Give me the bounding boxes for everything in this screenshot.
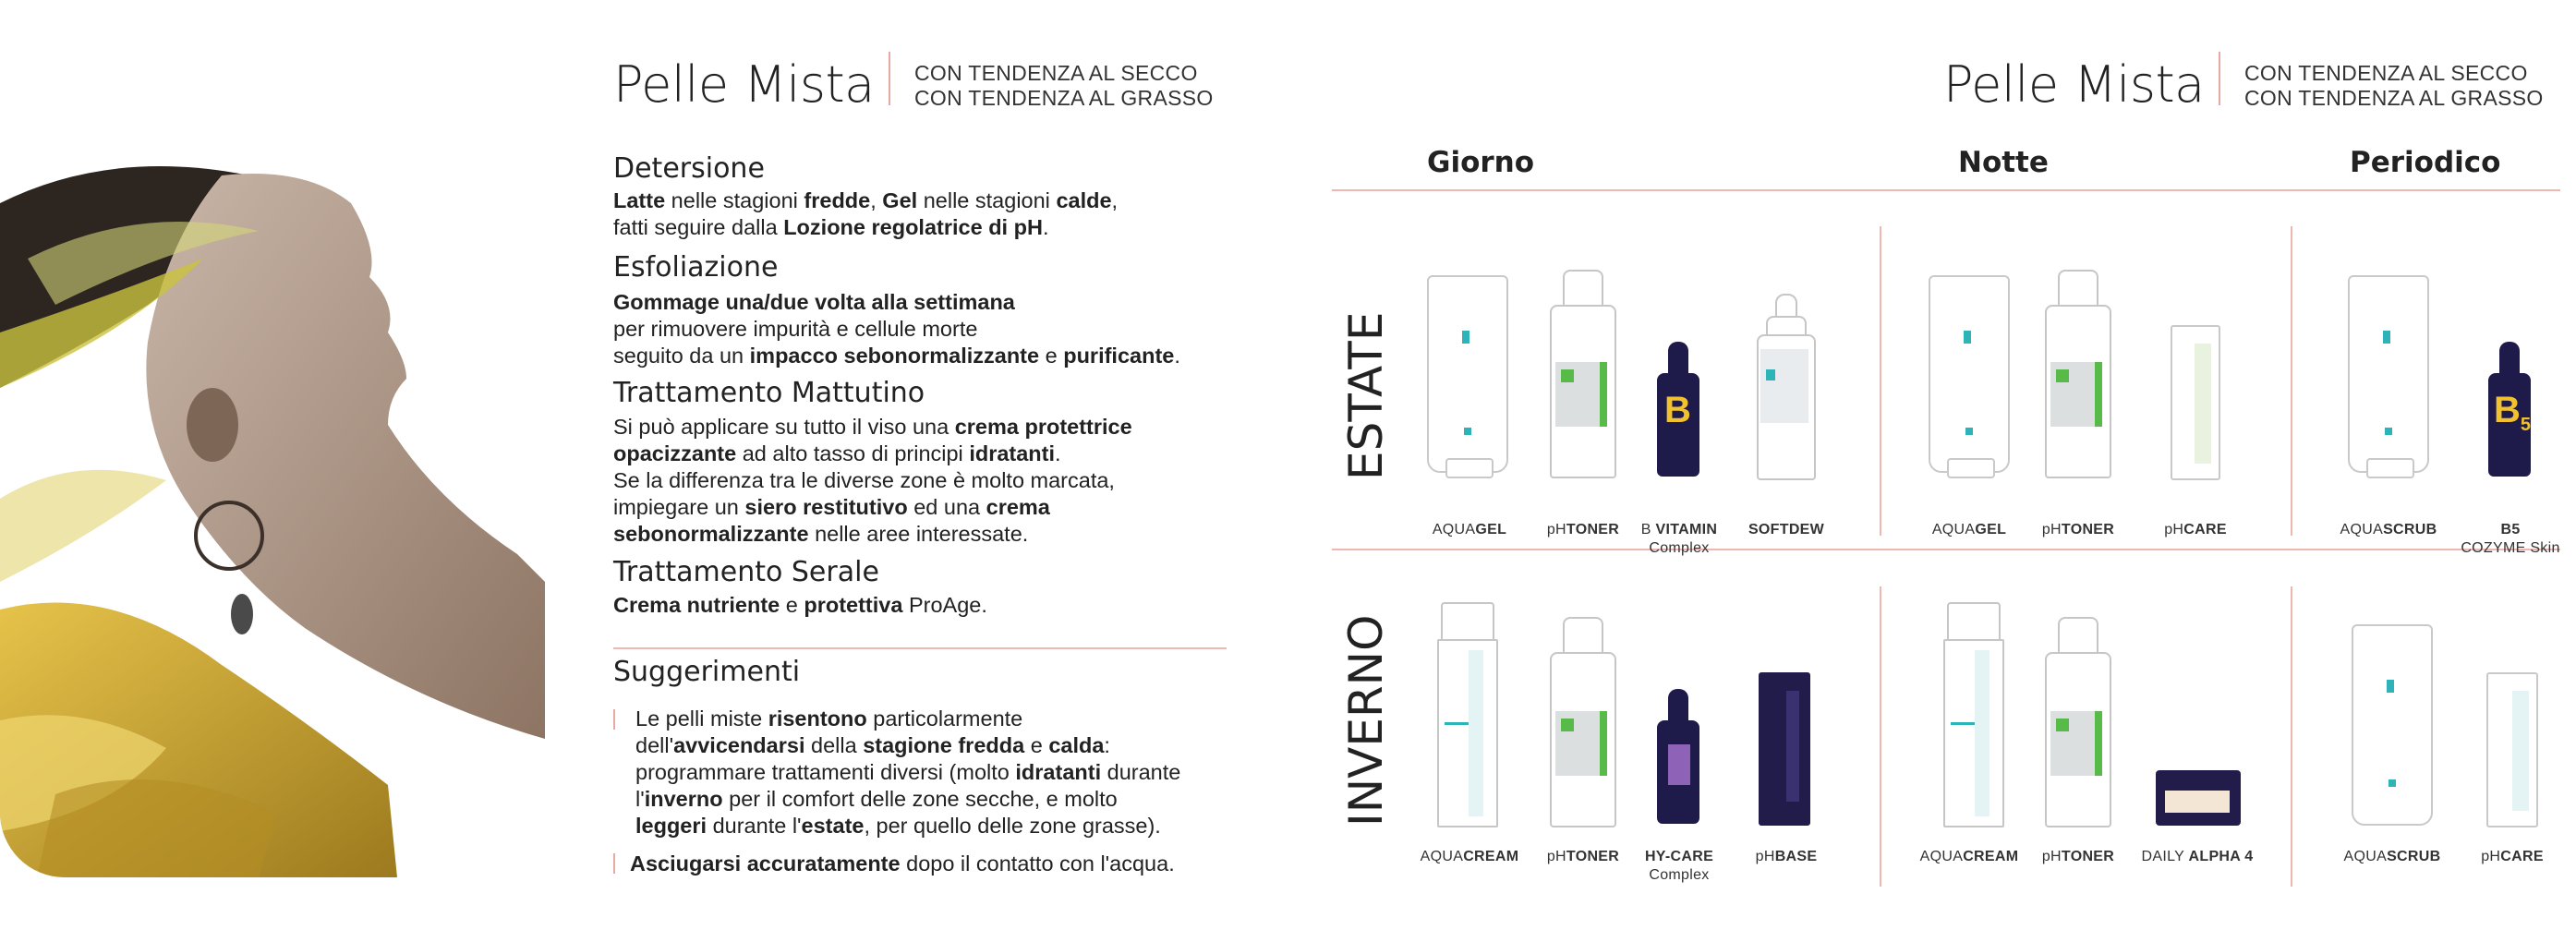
page-title-right: Pelle Mista: [1943, 55, 2205, 114]
text-serale: Crema nutriente e protettiva ProAge.: [613, 593, 987, 617]
product-label: SOFTDEW: [1748, 522, 1825, 537]
column-separator: [2291, 586, 2292, 887]
product-b-vitamin: [1655, 342, 1703, 480]
product-label: pHTONER: [2041, 522, 2115, 537]
product-aquascrub: [2352, 624, 2433, 826]
product-label: DAILY ALPHA 4: [2141, 849, 2254, 864]
column-separator: [1880, 586, 1881, 887]
product-label: HY-CARE Complex: [1644, 849, 1714, 883]
product-label: AQUACREAM: [1919, 849, 2019, 864]
section-divider: [613, 647, 1227, 649]
heading-suggerimenti: Suggerimenti: [613, 656, 801, 688]
product-label: AQUACREAM: [1420, 849, 1519, 864]
product-hy-care: [1655, 689, 1703, 827]
product-label: AQUAGEL: [1931, 522, 2007, 537]
text-detersione: Latte nelle stagioni fredde, Gel nelle stagioni calde, fatti seguire dalla Lozione regolatrice di pH.: [613, 188, 1119, 239]
product-label: pHTONER: [1546, 522, 1620, 537]
product-phtoner: [2045, 270, 2111, 477]
b5-sub: 5: [2520, 415, 2532, 435]
heading-serale: Trattamento Serale: [613, 556, 879, 588]
column-separator: [2291, 226, 2292, 536]
product-aquacream: [1437, 602, 1498, 827]
season-rule: [1332, 549, 2560, 550]
subtitle-line-1: CON TENDENZA AL SECCO: [2244, 61, 2528, 85]
product-aquascrub: [2348, 275, 2429, 477]
heading-esfoliazione: Esfoliazione: [613, 251, 779, 284]
column-giorno: Giorno: [1427, 146, 1535, 179]
text-esfoliazione: Gommage una/due volta alla settimana per rimuovere impurità e cellule morte seguito da un impacco sebonormalizzante e purificante.: [613, 290, 1180, 368]
subtitle-right: [2244, 61, 2544, 111]
subtitle-line-2: CON TENDENZA AL GRASSO: [914, 86, 1214, 110]
text-suggerimenti: Le pelli miste risentono particolarmente dell'avvicendarsi della stagione fredda e calda: programmare trattamenti diversi (molto idratanti durante l'inverno per il comfort delle zone secche, e molto leggeri durante l'estate, per quello delle zone grasse). Asciugarsi accuratamente dopo il contatto con l'acqua.: [613, 706, 1241, 890]
subtitle-line-2: CON TENDENZA AL GRASSO: [2244, 86, 2544, 110]
product-phcare: [2486, 672, 2538, 827]
product-label: B VITAMIN Complex: [1640, 522, 1718, 556]
column-separator: [1880, 226, 1881, 536]
portrait-photo: [0, 148, 545, 877]
header-rule: [1332, 189, 2560, 191]
product-aquagel: [1427, 275, 1508, 477]
product-softdew: [1757, 294, 1816, 480]
season-inverno: INVERNO: [1339, 614, 1393, 827]
heading-mattutino: Trattamento Mattutino: [613, 377, 925, 409]
page-title-left: Pelle Mista: [613, 55, 875, 114]
product-label: pHCARE: [2164, 522, 2227, 537]
product-label: pHTONER: [2041, 849, 2115, 864]
text-mattutino: Si può applicare su tutto il viso una crema protettrice opacizzante ad alto tasso di principi idratanti. Se la differenza tra le diverse zone è molto marcata, impiegare un siero restitutivo ed una crema sebonormalizzante nelle aree interessate.: [613, 415, 1132, 546]
product-phtoner: [1550, 270, 1616, 477]
b5-letter: B: [2494, 390, 2521, 430]
product-label: B5 COZYME Skin: [2461, 522, 2560, 556]
product-daily-alpha-4: [2156, 770, 2243, 827]
column-notte: Notte: [1958, 146, 2049, 179]
b-letter: B: [1664, 390, 1691, 430]
product-aquagel: [1929, 275, 2010, 477]
product-b5-cozyme: [2486, 342, 2534, 480]
product-label: pHBASE: [1755, 849, 1818, 864]
title-divider: [889, 52, 890, 105]
subtitle-line-1: CON TENDENZA AL SECCO: [914, 61, 1198, 85]
column-periodico: Periodico: [2350, 146, 2501, 179]
season-estate: ESTATE: [1339, 311, 1393, 480]
product-aquacream: [1943, 602, 2004, 827]
product-label: AQUASCRUB: [2340, 522, 2437, 537]
subtitle-left: [914, 61, 1214, 111]
product-label: AQUAGEL: [1432, 522, 1507, 537]
product-label: AQUASCRUB: [2343, 849, 2441, 864]
product-phtoner: [1550, 617, 1616, 827]
product-phbase: [1759, 672, 1812, 827]
heading-detersione: Detersione: [613, 152, 765, 185]
title-divider: [2219, 52, 2220, 105]
bullet-bar: [613, 709, 615, 730]
product-label: pHTONER: [1546, 849, 1620, 864]
product-label: pHCARE: [2481, 849, 2544, 864]
bullet-bar: [613, 853, 615, 874]
product-phcare: [2171, 325, 2220, 480]
product-phtoner: [2045, 617, 2111, 827]
